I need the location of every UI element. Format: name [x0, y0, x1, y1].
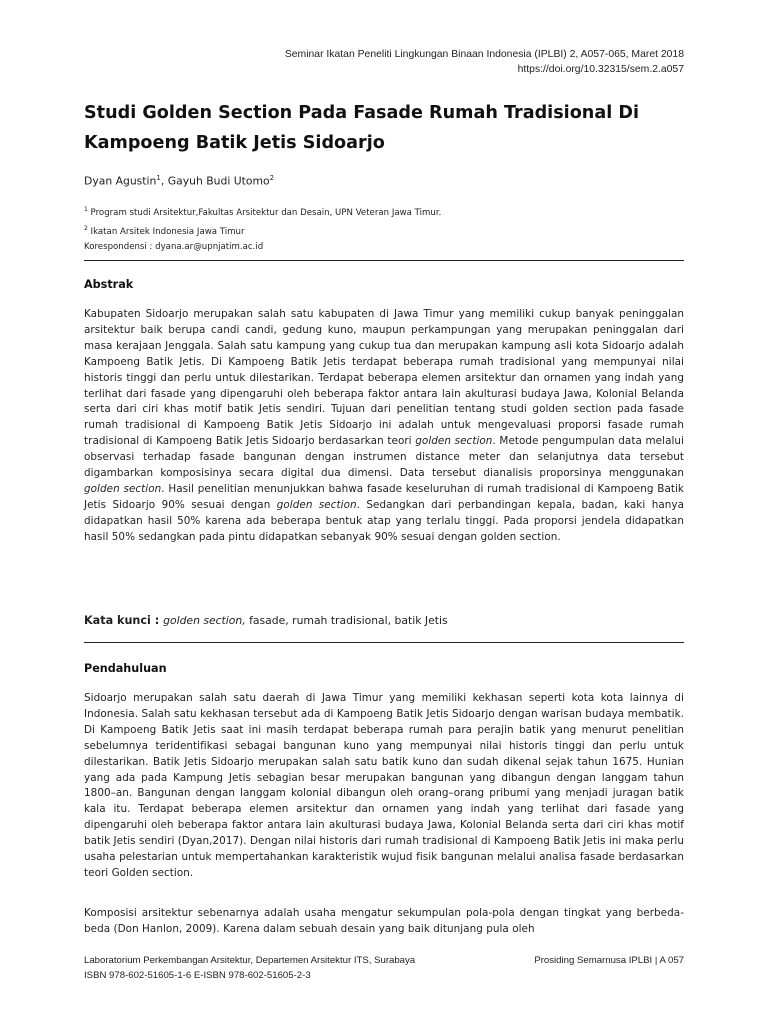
abstract-italic-2: golden section: [84, 482, 162, 495]
keywords-text: fasade, rumah tradisional, batik Jetis: [245, 614, 448, 627]
affiliations: [84, 202, 441, 255]
title-line-1: Studi Golden Section Pada Fasade Rumah Tradisional Di: [84, 103, 639, 123]
divider-keywords: [84, 642, 684, 643]
correspondence: Korespondensi : dyana.ar@upnjatim.ac.id: [84, 241, 264, 252]
title-line-2: Kampoeng Batik Jetis Sidoarjo: [84, 133, 385, 153]
affiliation-1-text: Program studi Arsitektur,Fakultas Arsitektur dan Desain, UPN Veteran Jawa Timur.: [87, 207, 442, 218]
abstract-text-3: . Hasil penelitian menunjukkan bahwa fasade keseluruhan di rumah tradisional di Kampoeng Batik Jetis Sidoarjo 90% sesuai dengan: [84, 482, 684, 511]
author-list: [84, 174, 274, 188]
header-doi[interactable]: https://doi.org/10.32315/sem.2.a057: [517, 64, 684, 75]
affiliation-2-text: Ikatan Arsitek Indonesia Jawa Timur: [87, 226, 245, 237]
author-2-affil-mark: 2: [269, 174, 275, 182]
footer-isbn: ISBN 978-602-51605-1-6 E-ISBN 978-602-51605-2-3: [84, 970, 311, 981]
page-footer: [84, 953, 684, 983]
author-2: Gayuh Budi Utomo: [167, 174, 270, 188]
abstract-text-2: . Metode pengumpulan data melalui observasi terhadap fasade bangunan dengan instrumen distance meter dan selanjutnya data tersebut digambarkan komposisinya secara digital dua dimensi. Data tersebut dianalisis proporsinya menggunakan: [84, 435, 684, 480]
author-1-affil-mark: 1: [156, 174, 161, 182]
divider-top: [84, 260, 684, 261]
author-separator: ,: [160, 174, 168, 188]
intro-paragraph-2: Komposisi arsitektur sebenarnya adalah usaha mengatur sekumpulan pola-pola dengan tingkat yang berbeda-beda (Don Hanlon, 2009). Karena dalam sebuah desain yang baik ditunjang pula oleh: [84, 907, 684, 935]
abstract-text-4: . Sedangkan dari perbandingan kepala, badan, kaki hanya didapatkan hasil 50% karena ada beberapa bentuk atap yang terlalu tinggi. Pada proporsi jendela didapatkan hasil 50% sedangkan pada pintu didapatkan sebanyak 90% sesuai dengan golden section.: [84, 498, 684, 543]
intro-heading: Pendahuluan: [84, 662, 167, 675]
author-1: Dyan Agustin: [84, 174, 157, 188]
affiliation-2-mark: 2: [84, 224, 88, 232]
footer-lab: Laboratorium Perkembangan Arsitektur, Departemen Arsitektur ITS, Surabaya: [84, 955, 416, 966]
footer-proceedings: Prosiding Semarnusa IPLBI | A 057: [534, 955, 684, 966]
keywords-label: Kata kunci :: [84, 614, 164, 627]
affiliation-1: [84, 202, 441, 221]
affiliation-1-mark: 1: [84, 206, 88, 213]
running-header: [285, 47, 684, 77]
keywords-italic: golden section,: [163, 614, 246, 627]
abstract-body: [84, 307, 684, 546]
intro-paragraph-1: Sidoarjo merupakan salah satu daerah di Jawa Timur yang memiliki kekhasan seperti kota kota lainnya di Indonesia. Salah satu kekhasan tersebut ada di Kampoeng Batik Jetis Sidoarjo dengan warisan budaya membatik. Di Kampoeng Batik Jetis saat ini masih terdapat beberapa rumah para perajin batik yang menurut penelitian sebelumnya teridentifikasi sebagai bangunan kuno yang mempunyai nilai historis tinggi dan perlu untuk dilestarikan. Batik Jetis Sidoarjo merupakan salah satu batik kuno dan sudah dikenal sejak tahun 1675. Hunian yang ada pada Kampung Jetis sebagian besar merupakan bangunan yang dibangun dengan langgam tahun 1800–an. Bangunan dengan langgam kolonial dibangun oleh orang–orang pribumi yang menjadi juragan batik kala itu. Terdapat beberapa elemen arsitektur dan ornamen yang indah yang terlihat dari fasade yang dipengaruhi oleh beberapa faktor antara lain akulturasi budaya Jawa, Kolonial Belanda serta dari ciri khas motif batik Jetis sendiri (Dyan,2017). Dengan nilai historis dari rumah tradisional di Kampoeng Batik Jetis ini maka perlu usaha pelestarian untuk mempertahankan karakteristik wujud fisik bangunan melalui analisa fasade berdasarkan teori Golden section.: [84, 692, 684, 879]
abstract-text-1: Kabupaten Sidoarjo merupakan salah satu kabupaten di Jawa Timur yang memiliki cukup banyak peninggalan arsitektur baik berupa candi candi, gedung kuno, maupun perkampungan yang merupakan peninggalan dari masa kerajaan Jenggala. Salah satu kampung yang cukup tua dan merupakan kampung asli kota Sidoarjo adalah Kampoeng Batik Jetis. Di Kampoeng Batik Jetis terdapat beberapa rumah tradisional yang mempunyai nilai historis tinggi dan perlu untuk dilestarikan. Terdapat beberapa elemen arsitektur dan ornamen yang indah yang terlihat dari fasade yang dipengaruhi oleh beberapa faktor antara lain akulturasi budaya Jawa, Kolonial Belanda serta dari ciri khas motif batik Jetis sendiri. Tujuan dari penelitian tentang studi golden section pada fasade rumah tradisional di Kampoeng Batik Jetis Sidoarjo ini adalah untuk mengevaluasi proporsi fasade rumah tradisional di Kampoeng Batik Jetis Sidoarjo berdasarkan teori: [84, 308, 684, 448]
paper-title: [84, 98, 684, 158]
header-citation: Seminar Ikatan Peneliti Lingkungan Binaan Indonesia (IPLBI) 2, A057-065, Maret 2018: [284, 49, 684, 60]
keywords: [84, 614, 448, 627]
abstract-italic-1: golden section: [415, 435, 493, 448]
affiliation-2: [84, 221, 441, 240]
abstract-heading: Abstrak: [84, 278, 134, 291]
abstract-italic-3: golden section: [276, 498, 357, 511]
